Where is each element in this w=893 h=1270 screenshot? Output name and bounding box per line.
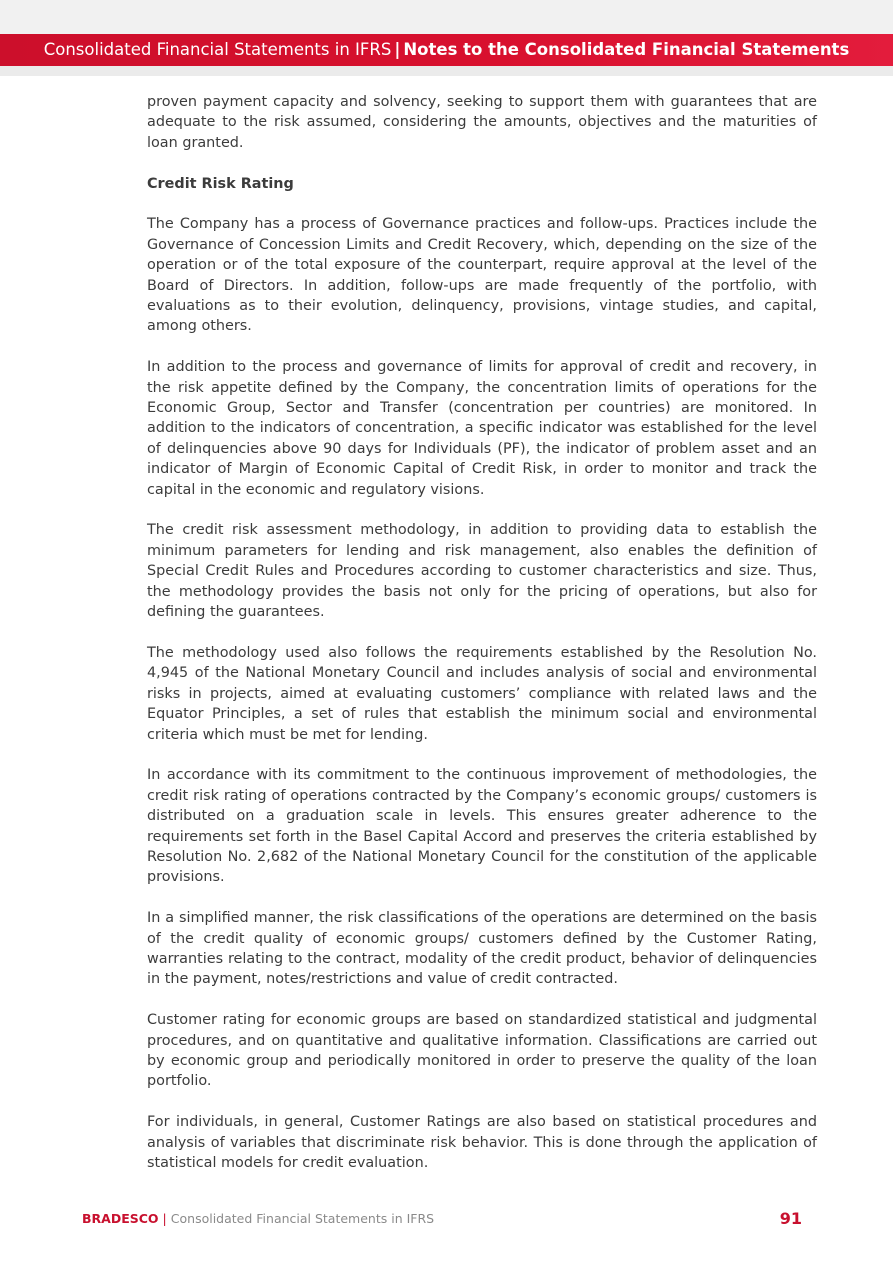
paragraph: In a simplified manner, the risk classifications of the operations are determined on the basis of the credit quality of economic groups/ customers defined by the Customer Rating, warranties relating to the contract, modality of the credit product, behavior of delinquencies in the payment, notes/restrictions and value of credit contracted. <box>147 910 817 988</box>
paragraph: In accordance with its commitment to the continuous improvement of methodologies, the credit risk rating of operations contracted by the Company’s economic groups/ customers is distributed on a graduation scale in levels. This ensures greater adherence to the requirements set forth in the Basel Capital Accord and preserves the criteria established by Resolution No. 2,682 of the National Monetary Council for the constitution of the applicable provisions. <box>147 767 817 886</box>
page-header <box>0 34 893 66</box>
paragraph: The Company has a process of Governance practices and follow-ups. Practices include the Governance of Concession Limits and Credit Recovery, which, depending on the size of the operation or of the total exposure of the counterpart, require approval at the level of the Board of Directors. In addition, follow-ups are made frequently of the portfolio, with evaluations as to their evolution, delinquency, provisions, vintage studies, and capital, among others. <box>147 216 817 335</box>
paragraph: In addition to the process and governance of limits for approval of credit and recovery, in the risk appetite defined by the Company, the concentration limits of operations for the Economic Group, Sector and Transfer (concentration per countries) are monitored. In addition to the indicators of concentration, a specific indicator was established for the level of delinquencies above 90 days for Individuals (PF), the indicator of problem asset and an indicator of Margin of Economic Capital of Credit Risk, in order to monitor and track the capital in the economic and regulatory visions. <box>147 359 817 498</box>
header-separator: | <box>394 40 401 59</box>
header-doc-title: Consolidated Financial Statements in IFRS <box>43 40 392 59</box>
page-footer <box>82 1209 802 1229</box>
paragraph: The credit risk assessment methodology, in addition to providing data to establish the minimum parameters for lending and risk management, also enables the definition of Special Credit Rules and Procedures according to customer characteristics and size. Thus, the methodology provides the basis not only for the pricing of operations, but also for defining the guarantees. <box>147 522 817 621</box>
footer-brand: BRADESCO <box>82 1211 159 1226</box>
paragraph: For individuals, in general, Customer Ratings are also based on statistical procedures and analysis of variables that discriminate risk behavior. This is done through the application of statistical models for credit evaluation. <box>147 1114 817 1171</box>
header-section-title: Notes to the Consolidated Financial Statements <box>403 40 850 59</box>
paragraph: Customer rating for economic groups are based on standardized statistical and judgmental procedures, and on quantitative and qualitative information. Classifications are carried out by economic group and periodically monitored in order to preserve the quality of the loan portfolio. <box>147 1012 817 1090</box>
top-strip <box>0 0 893 34</box>
intro-paragraph: proven payment capacity and solvency, seeking to support them with guarantees that are adequate to the risk assumed, considering the amounts, objectives and the maturities of loan granted. <box>147 94 817 151</box>
section-heading: Credit Risk Rating <box>147 175 294 192</box>
footer-separator: | <box>162 1211 167 1226</box>
footer-doc-title: Consolidated Financial Statements in IFRS <box>170 1211 435 1226</box>
page-number: 91 <box>779 1209 802 1228</box>
header-shadow <box>0 66 893 76</box>
paragraph: The methodology used also follows the requirements established by the Resolution No. 4,945 of the National Monetary Council and includes analysis of social and environmental risks in projects, aimed at evaluating customers’ compliance with related laws and the Equator Principles, a set of rules that establish the minimum social and environmental criteria which must be met for lending. <box>147 644 817 743</box>
body-text <box>147 92 817 1194</box>
